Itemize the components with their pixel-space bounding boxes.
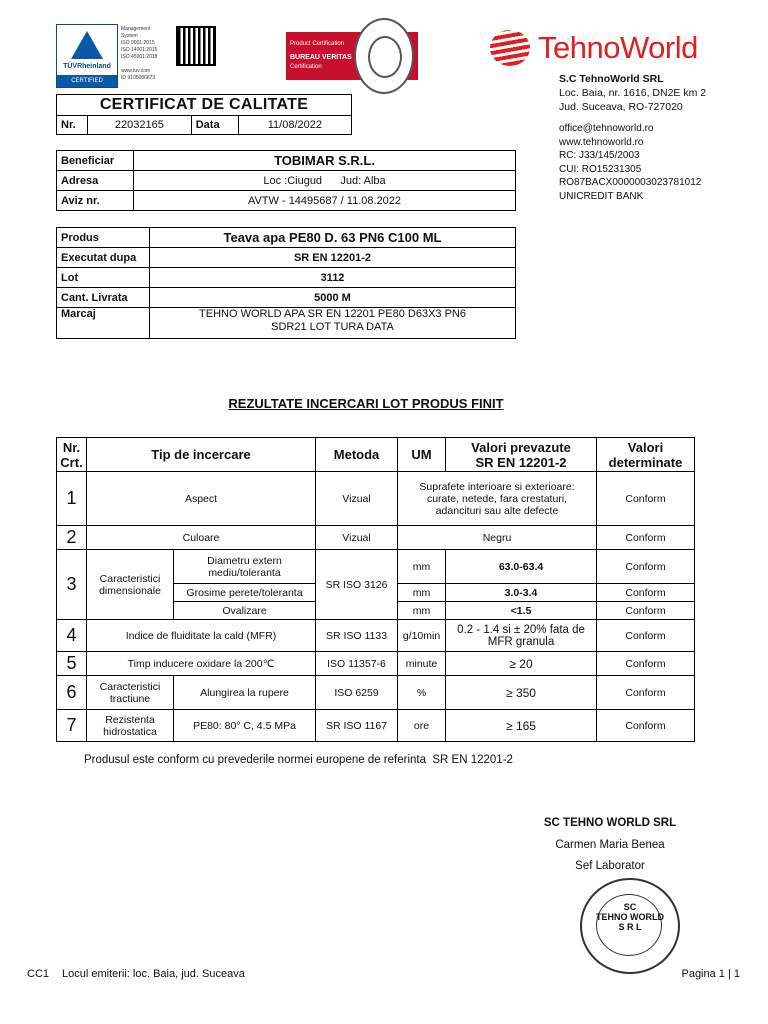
footer-page: Pagina 1 | 1 [681, 968, 740, 980]
company-address-line1: Loc. Baia, nr. 1616, DN2E km 2 [559, 87, 707, 99]
tehnoworld-logo [490, 30, 718, 68]
row-metoda: SR ISO 1167 [316, 710, 398, 742]
row-prevazute: Negru [398, 526, 597, 550]
company-iban: RO87BACX0000003023781012 [559, 177, 702, 188]
row-metoda: Vizual [316, 526, 398, 550]
bv-line3: Certification [290, 64, 322, 70]
row-um: minute [398, 652, 446, 676]
tuv-triangle-icon [71, 31, 103, 59]
stamp-line3: S R L [618, 922, 642, 932]
row-prevazute: 0.2 - 1.4 si ± 20% fata de MFR granula [446, 620, 597, 652]
signature-person: Carmen Maria Benea [555, 839, 665, 851]
table-row [57, 710, 695, 742]
certificate-nr: 22032165 [88, 116, 192, 135]
row-prevazute: 63.0-63.4 [446, 550, 597, 584]
company-stamp [580, 878, 680, 974]
tuv-management-text [121, 26, 177, 82]
tuv-text-line: Management [121, 26, 151, 32]
certificate-header-table [56, 94, 352, 135]
table-row [57, 620, 695, 652]
row-um: mm [398, 550, 446, 584]
row-group: Rezistenta hidrostatica [87, 710, 174, 742]
company-web: www.tehnoworld.ro [559, 136, 644, 148]
row-determinate: Conform [597, 652, 695, 676]
row-metoda: Vizual [316, 472, 398, 526]
certificate-date: 11/08/2022 [238, 116, 351, 135]
cant-value: 5000 M [150, 288, 516, 308]
row-nr: 2 [57, 526, 87, 550]
certificate-nr-label: Nr. [57, 116, 88, 135]
header-tip: Tip de incercare [87, 438, 316, 472]
certificate-date-label: Data [191, 116, 238, 135]
row-metoda: SR ISO 1133 [316, 620, 398, 652]
row-determinate: Conform [597, 620, 695, 652]
row-determinate: Conform [597, 710, 695, 742]
signature-company: SC TEHNO WORLD SRL [543, 817, 677, 829]
row-tip: Alungirea la rupere [174, 676, 316, 710]
signature-role: Sef Laborator [575, 860, 645, 872]
table-row [57, 526, 695, 550]
aviz-value: AVTW - 14495687 / 11.08.2022 [134, 191, 516, 211]
product-table [56, 227, 516, 339]
row-tip: Culoare [87, 526, 316, 550]
results-table [56, 437, 695, 742]
stamp-line2: TEHNO WORLD [596, 912, 664, 922]
footer-place: Locul emiterii: loc. Baia, jud. Suceava [62, 968, 245, 980]
marcaj-line2: SDR21 LOT TURA DATA [271, 321, 394, 333]
row-prevazute: ≥ 165 [446, 710, 597, 742]
header-um: UM [398, 438, 446, 472]
company-cui: CUI: RO15231305 [559, 163, 642, 175]
row-metoda: ISO 6259 [316, 676, 398, 710]
beneficiary-table [56, 150, 516, 211]
company-name: S.C TehnoWorld SRL [559, 73, 664, 85]
row-nr: 1 [57, 472, 87, 526]
tehnoworld-logo-name: TehnoWorld [538, 30, 698, 65]
tuv-rheinland-logo [56, 24, 118, 88]
certificate-title: CERTIFICAT DE CALITATE [57, 95, 352, 116]
table-row [57, 676, 695, 710]
header-metoda: Metoda [316, 438, 398, 472]
row-determinate: Conform [597, 472, 695, 526]
footer-code: CC1 [27, 968, 50, 980]
header-nr: Nr. Crt. [57, 438, 87, 472]
company-email: office@tehnoworld.ro [559, 123, 654, 134]
bureau-veritas-logo [286, 32, 418, 80]
row-group: Caracteristici dimensionale [87, 550, 174, 620]
marcaj-line1: TEHNO WORLD APA SR EN 12201 PE80 D63X3 PN6 [199, 308, 466, 320]
results-header-row [57, 438, 695, 472]
table-row [57, 652, 695, 676]
row-nr: 4 [57, 620, 87, 652]
row-um: mm [398, 602, 446, 620]
row-um: ore [398, 710, 446, 742]
row-tip: Grosime perete/toleranta [174, 584, 316, 602]
row-group: Caracteristici tractiune [87, 676, 174, 710]
row-tip: PE80: 80° C, 4.5 MPa [174, 710, 316, 742]
header-determinate: Valori determinate [597, 438, 695, 472]
produs-label: Produs [57, 228, 150, 248]
bv-line2: BUREAU VERITAS [290, 54, 352, 61]
row-prevazute: Suprafete interioare si exterioare: curate, netede, fara crestaturi, adancituri sau alte defecte [398, 472, 597, 526]
row-nr: 3 [57, 550, 87, 620]
row-prevazute: 3.0-3.4 [446, 584, 597, 602]
row-um: % [398, 676, 446, 710]
row-tip: Ovalizare [174, 602, 316, 620]
row-tip: Aspect [87, 472, 316, 526]
tehnoworld-globe-icon [490, 30, 530, 66]
tuv-certified-label: CERTIFIED [57, 75, 117, 87]
row-nr: 5 [57, 652, 87, 676]
row-determinate: Conform [597, 584, 695, 602]
company-rc: RC: J33/145/2003 [559, 150, 640, 161]
marcaj-value [150, 308, 516, 339]
marcaj-label: Marcaj [57, 308, 150, 339]
row-tip: Indice de fluiditate la cald (MFR) [87, 620, 316, 652]
table-row [57, 550, 695, 584]
row-determinate: Conform [597, 676, 695, 710]
row-determinate: Conform [597, 550, 695, 584]
row-tip: Timp inducere oxidare la 200℃ [87, 652, 316, 676]
tuv-text-line: ID 9105086873 [121, 75, 156, 81]
tuv-text-line: System [121, 33, 138, 39]
results-section-title: REZULTATE INCERCARI LOT PRODUS FINIT [228, 396, 504, 411]
bv-seal-icon [354, 18, 414, 94]
lot-value: 3112 [150, 268, 516, 288]
qr-code-icon [176, 26, 216, 66]
aviz-label: Aviz nr. [57, 191, 134, 211]
row-prevazute: <1.5 [446, 602, 597, 620]
row-prevazute: ≥ 20 [446, 652, 597, 676]
beneficiar-value: TOBIMAR S.R.L. [134, 151, 516, 171]
company-address [559, 72, 706, 114]
row-nr: 7 [57, 710, 87, 742]
tuv-text-line: www.tuv.com [121, 68, 151, 74]
stamp-line1: SC [623, 902, 637, 912]
header-prevazute: Valori prevazute SR EN 12201-2 [446, 438, 597, 472]
row-nr: 6 [57, 676, 87, 710]
row-metoda: SR ISO 3126 [316, 550, 398, 620]
adresa-value: Loc :Ciugud Jud: Alba [134, 171, 516, 191]
executat-label: Executat dupa [57, 248, 150, 268]
tuv-text-line: ISO 9001:2015 [121, 40, 155, 46]
company-bank: UNICREDIT BANK [559, 190, 644, 202]
lot-label: Lot [57, 268, 150, 288]
row-metoda: ISO 11357-6 [316, 652, 398, 676]
tuv-text-line: ISO 14001:2015 [121, 47, 158, 53]
bv-line1: Product Certification [290, 41, 345, 47]
row-determinate: Conform [597, 602, 695, 620]
beneficiar-label: Beneficiar [57, 151, 134, 171]
row-prevazute: ≥ 350 [446, 676, 597, 710]
tuv-logo-name: TÜVRheinland [63, 63, 111, 70]
adresa-label: Adresa [57, 171, 134, 191]
executat-value: SR EN 12201-2 [150, 248, 516, 268]
produs-value: Teava apa PE80 D. 63 PN6 C100 ML [150, 228, 516, 248]
table-row [57, 472, 695, 526]
tuv-text-line: ISO 45001:2018 [121, 54, 158, 60]
row-tip: Diametru extern mediu/toleranta [174, 550, 316, 584]
row-um: mm [398, 584, 446, 602]
cant-label: Cant. Livrata [57, 288, 150, 308]
company-address-line2: Jud. Suceava, RO-727020 [559, 101, 683, 113]
company-contact [559, 122, 701, 203]
conformity-note: Produsul este conform cu prevederile normei europene de referinta SR EN 12201-2 [84, 754, 513, 766]
row-determinate: Conform [597, 526, 695, 550]
row-um: g/10min [398, 620, 446, 652]
